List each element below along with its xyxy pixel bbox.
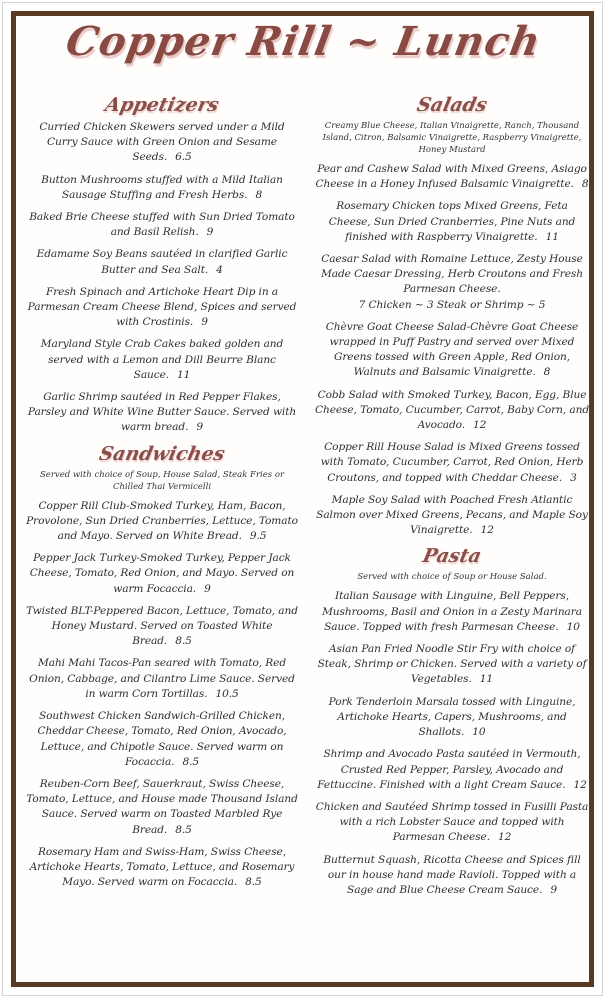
item-description: Chicken and Sautéed Shrimp tossed in Fusilli Pasta with a rich Lobster Sauce and topped with Parmesan Cheese. [315,800,589,844]
dressing-options: Creamy Blue Cheese, Italian Vinaigrette, Ranch, Thousand Island, Citron, Balsamic Vinaigrette, Raspberry Vinaigrette, Honey Mustard [322,121,582,155]
menu-item [22,845,302,891]
item-price: 9 [206,226,214,239]
item-price: 12 [473,419,487,432]
menu-item [312,388,592,434]
menu-item [22,551,302,597]
item-description: Copper Rill Club-Smoked Turkey, Ham, Bacon, Provolone, Sun Dried Cranberries, Lettuce, Tomato and Mayo. Served on White Bread. [26,499,298,543]
item-price: 9 [201,316,208,329]
item-price: 12 [497,831,512,844]
menu-item [22,210,302,240]
item-price: 9.5 [249,530,267,543]
menu-item [312,162,592,192]
section-heading-salads: Salads [414,94,490,116]
menu-item [22,285,302,331]
item-description: Reuben-Corn Beef, Sauerkraut, Swiss Cheese, Tomato, Lettuce, and House made Thousand Island Sauce. Served warm on Toasted Marbled Rye Bread. [26,777,298,836]
right-column [312,92,592,905]
item-price: 9 [204,582,211,595]
item-description: Rosemary Chicken tops Mixed Greens, Feta Cheese, Sun Dried Cranberries, Pine Nuts and finished with Raspberry Vinaigrette. [328,200,576,243]
section-heading-pasta: Pasta [420,545,484,568]
item-description: Shrimp and Avocado Pasta sautéed in Vermouth, Crusted Red Pepper, Parsley, Avocado and Fettuccine. Finished with a light Cream Sauce. [317,748,581,791]
menu-item [312,853,592,899]
item-description: Garlic Shrimp sautéed in Red Pepper Flakes, Parsley and White Wine Butter Sauce. Served with warm bread. [27,391,297,434]
item-price: 8.5 [175,635,192,648]
item-price: 12 [480,524,494,537]
item-description: Italian Sausage with Linguine, Bell Peppers, Mushrooms, Basil and Onion in a Zesty Marinara Sauce. Topped with fresh Parmesan Cheese. [322,590,582,633]
menu-item [22,173,302,203]
item-price: 9 [550,883,557,896]
menu-item [22,247,302,277]
item-price-options: 7 Chicken ~ 3 Steak or Shrimp ~ 5 [358,298,546,311]
item-description: Pepper Jack Turkey-Smoked Turkey, Pepper Jack Cheese, Tomato, Red Onion, and Mayo. Served on warm Focaccia. [29,552,295,595]
item-description: Cobb Salad with Smoked Turkey, Bacon, Egg, Blue Cheese, Tomato, Cucumber, Carrot, Baby Corn, and Avocado. [314,388,590,432]
item-description: Mahi Mahi Tacos-Pan seared with Tomato, Red Onion, Cabbage, and Cilantro Lime Sauce. Served in warm Corn Tortillas. [29,657,295,700]
menu-item [312,695,592,741]
menu-item [312,199,592,245]
item-price: 3 [570,471,577,484]
menu-item [22,709,302,770]
section-heading-appetizers: Appetizers [103,94,221,116]
item-price: 8 [255,188,263,201]
salads-section [312,94,592,538]
menu-item [22,337,302,383]
section-note: Served with choice of Soup or House Salad. [357,572,547,583]
item-description: Edamame Soy Beans sautéed in clarified Garlic Butter and Sea Salt. [36,248,288,276]
item-description: Maryland Style Crab Cakes baked golden and served with a Lemon and Dill Beurre Blanc Sauce. [40,338,284,381]
menu-item [22,777,302,838]
item-price: 8 [543,366,551,379]
menu-item [312,800,592,846]
item-description: Fresh Spinach and Artichoke Heart Dip in a Parmesan Cream Cheese Blend, Spices and served with Crostinis. [27,285,297,329]
item-price: 10 [566,620,580,633]
item-description: Chèvre Goat Cheese Salad-Chèvre Goat Cheese wrapped in Puff Pastry and served over Mixed Greens tossed with Green Apple, Red Onion, Walnuts and Balsamic Vinaigrette. [325,320,579,379]
menu-item [22,656,302,702]
item-description: Pear and Cashew Salad with Mixed Greens, Asiago Cheese in a Honey Infused Balsamic Vinaigrette. [315,163,587,191]
item-description: Curried Chicken Skewers served under a Mild Curry Sauce with Green Onion and Sesame Seeds. [39,121,285,164]
sandwiches-section [22,443,302,891]
item-description: Rosemary Ham and Swiss-Ham, Swiss Cheese, Artichoke Hearts, Tomato, Lettuce, and Rosemary Mayo. Served warm on Focaccia. [29,845,295,889]
item-price: 8.5 [182,755,199,768]
pasta-section [312,545,592,898]
menu-item [312,493,592,539]
appetizers-section [22,94,302,436]
menu-item [22,390,302,436]
item-description: Copper Rill House Salad is Mixed Greens tossed with Tomato, Cucumber, Carrot, Red Onion, Herb Croutons, and topped with Cheddar Cheese. [320,441,584,484]
menu-title: Copper Rill ~ Lunch [62,18,545,65]
item-price: 11 [479,673,493,686]
item-price: 8 [581,178,589,191]
item-description: Twisted BLT-Peppered Bacon, Lettuce, Tomato, and Honey Mustard. Served on Toasted White Bread. [26,604,298,648]
menu-item [312,320,592,381]
item-price: 6.5 [175,151,192,164]
menu-item [22,120,302,166]
menu-item [312,252,592,313]
menu-item [312,440,592,486]
item-price: 9 [196,421,203,434]
item-price: 10 [472,726,486,739]
item-price: 11 [177,368,191,381]
menu-item [312,747,592,793]
item-description: Southwest Chicken Sandwich-Grilled Chicken, Cheddar Cheese, Tomato, Red Onion, Avocado, Lettuce, and Chipotle Sauce. Served warm on Focaccia. [37,710,287,768]
item-description: Button Mushrooms stuffed with a Mild Italian Sausage Stuffing and Fresh Herbs. [41,173,283,201]
menu-item [22,499,302,545]
section-heading-sandwiches: Sandwiches [97,442,227,465]
menu-item [312,589,592,635]
item-price: 8.5 [245,876,262,889]
item-price: 4 [216,263,223,276]
item-description: Caesar Salad with Romaine Lettuce, Zesty House Made Caesar Dressing, Herb Croutons and Fresh Parmesan Cheese. [321,253,583,296]
item-description: Pork Tenderloin Marsala tossed with Linguine, Artichoke Hearts, Capers, Mushrooms, and Shallots. [328,695,576,739]
menu-item [312,642,592,688]
menu-item [22,604,302,650]
left-column [22,92,302,897]
section-note: Served with choice of Soup, House Salad, Steak Fries or Chilled Thai Vermicelli [39,469,285,492]
item-description: Maple Soy Salad with Poached Fresh Atlantic Salmon over Mixed Greens, Pecans, and Maple Soy Vinaigrette. [316,493,588,537]
item-description: Baked Brie Cheese stuffed with Sun Dried Tomato and Basil Relish. [29,211,295,239]
item-description: Asian Pan Fried Noodle Stir Fry with choice of Steak, Shrimp or Chicken. Served with a variety of Vegetables. [317,643,587,686]
item-price: 8.5 [175,823,192,836]
item-price: 12 [573,778,587,791]
item-price: 10.5 [215,687,239,700]
item-price: 11 [545,230,559,243]
item-description: Butternut Squash, Ricotta Cheese and Spices fill our in house hand made Ravioli. Topped with a Sage and Blue Cheese Cream Sauce. [323,853,581,896]
